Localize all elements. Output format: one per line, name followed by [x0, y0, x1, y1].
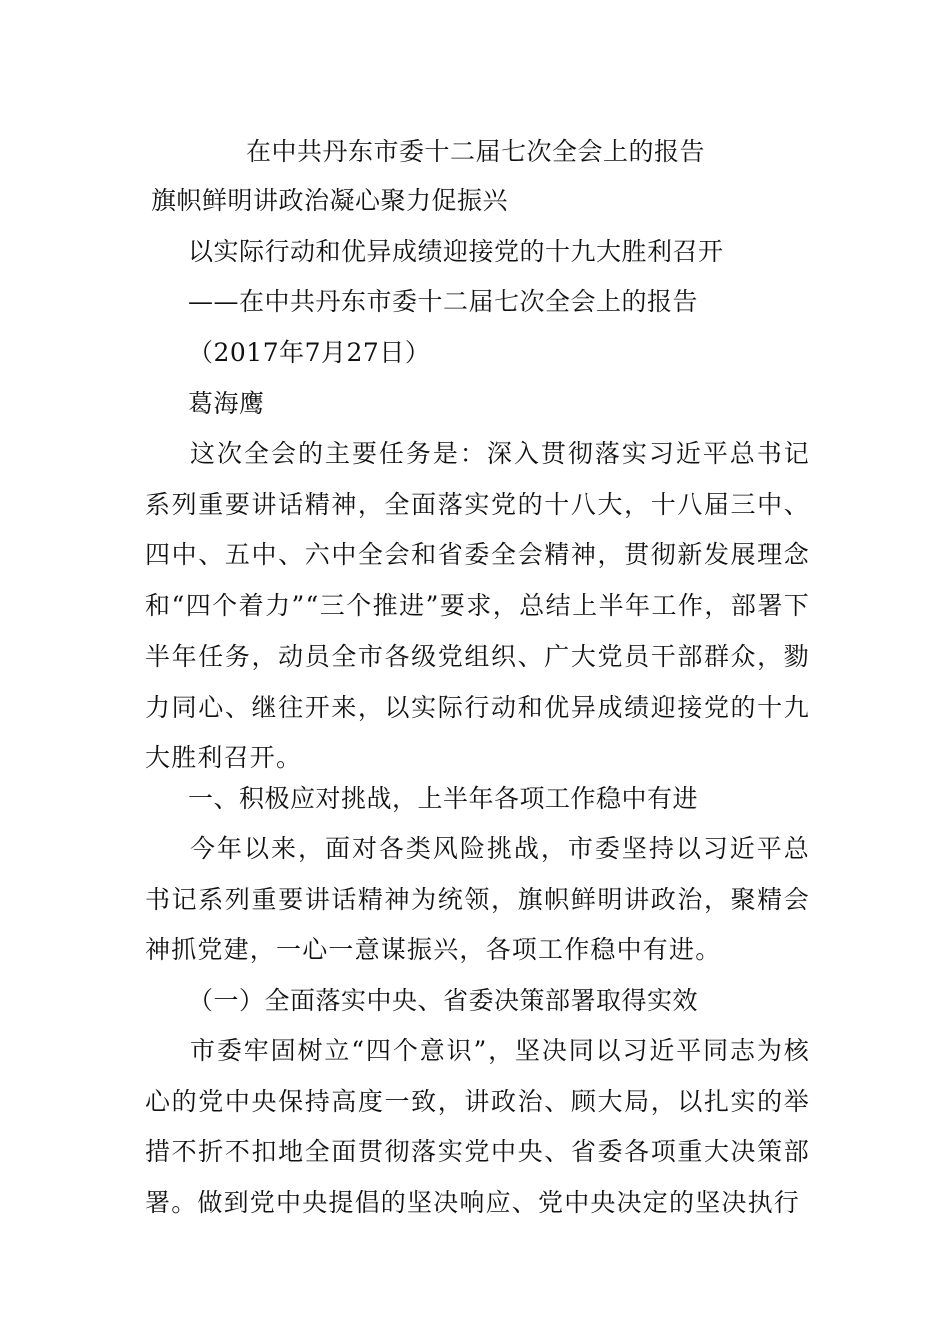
speech-date: （2017年7月27日） — [188, 338, 431, 367]
section-heading: 一、积极应对挑战，上半年各项工作稳中有进 — [188, 784, 699, 813]
header-title: 在中共丹东市委十二届七次全会上的报告 — [246, 137, 706, 166]
slogan: 旗帜鲜明讲政治凝心聚力促振兴 — [151, 186, 509, 215]
subsection-paragraph: 市委牢固树立“四个意识”，坚决同以习近平同志为核心的党中央保持高度一致，讲政治、顾大局，以扎实的举措不折不扣地全面贯彻落实党中央、省委各项重大决策部署。做到党中央提倡的坚决响应、党中央决定的坚决执行 — [145, 1036, 810, 1218]
intro-paragraph: 这次全会的主要任务是：深入贯彻落实习近平总书记系列重要讲话精神，全面落实党的十八大，十八届三中、四中、五中、六中全会和省委全会精神，贯彻新发展理念和“四个着力”“三个推进”要求，总结上半年工作，部署下半年任务，动员全市各级党组织、广大党员干部群众，勠力同心、继往开来，以实际行动和优异成绩迎接党的十九大胜利召开。 — [145, 439, 810, 773]
main-title: 以实际行动和优异成绩迎接党的十九大胜利召开 — [188, 237, 724, 266]
author-name: 葛海鹰 — [188, 389, 265, 418]
subtitle: ——在中共丹东市委十二届七次全会上的报告 — [188, 287, 699, 316]
subsection-heading: （一）全面落实中央、省委决策部署取得实效 — [188, 986, 699, 1015]
section-paragraph: 今年以来，面对各类风险挑战，市委坚持以习近平总书记系列重要讲话精神为统领，旗帜鲜明讲政治，聚精会神抓党建，一心一意谋振兴，各项工作稳中有进。 — [145, 834, 810, 965]
